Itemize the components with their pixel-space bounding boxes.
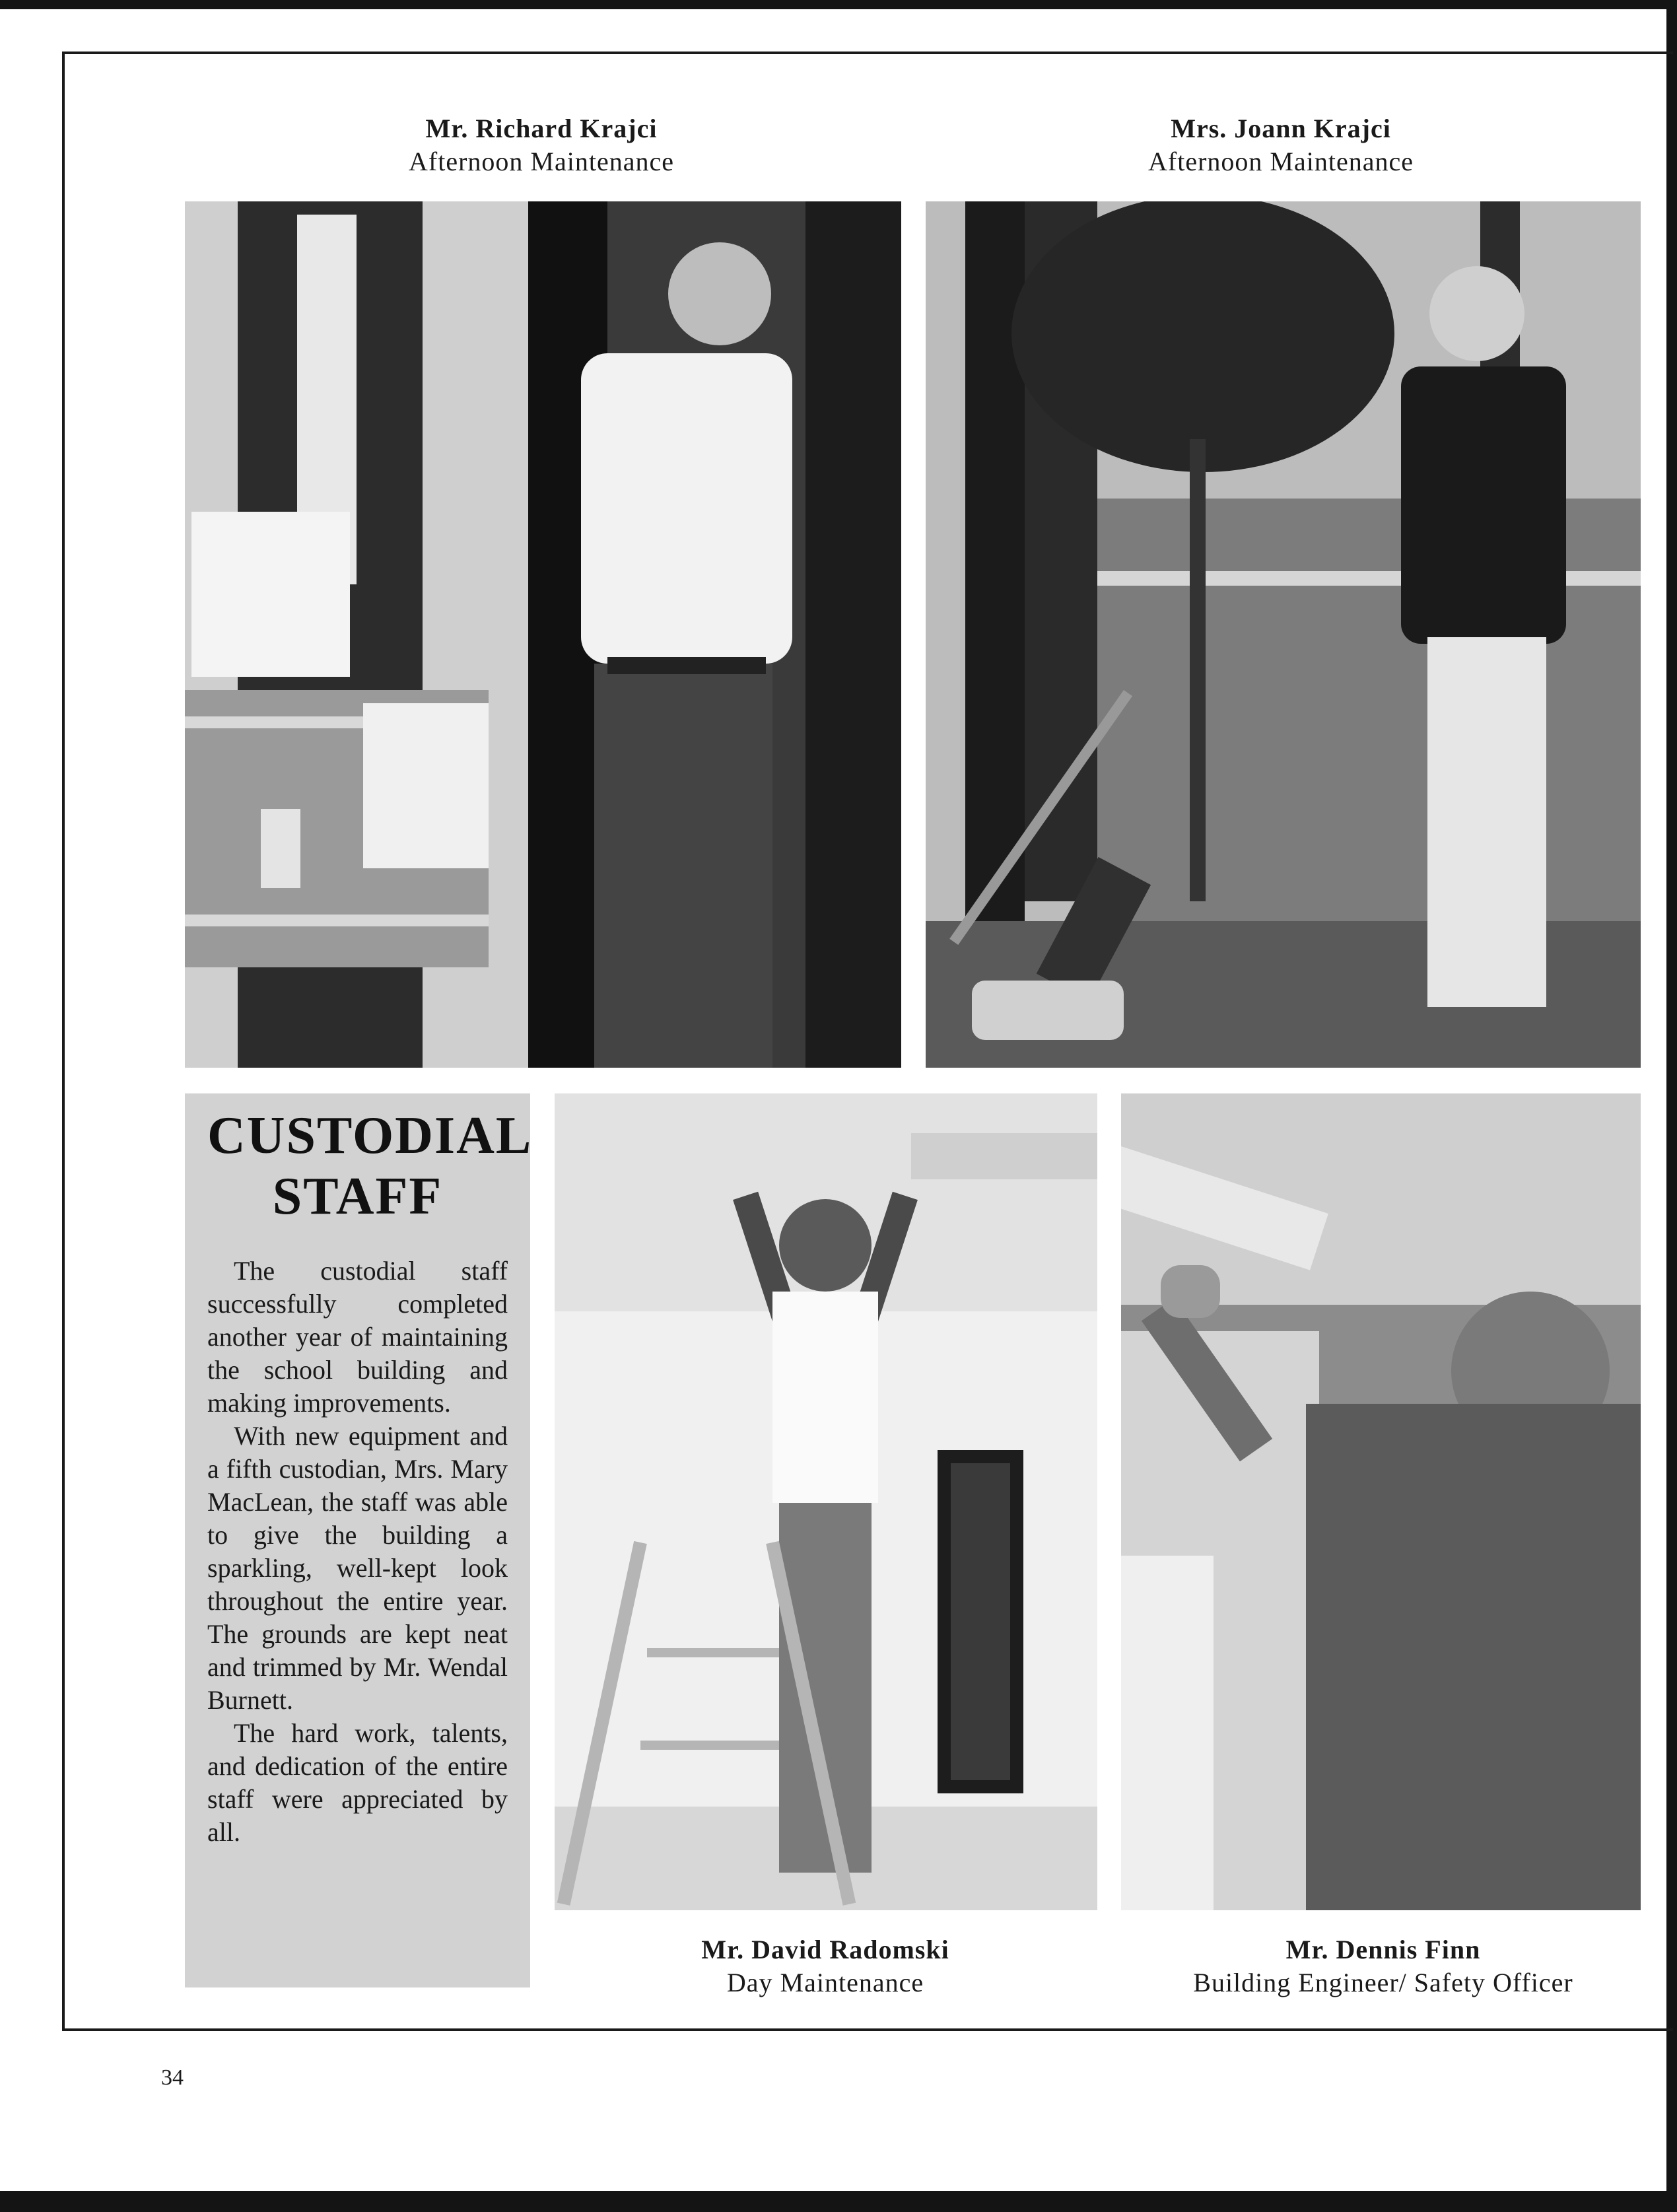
caption-richard-krajci xyxy=(343,112,739,178)
article-panel xyxy=(185,1093,533,1987)
person-name: Mr. David Radomski xyxy=(701,1935,949,1964)
photo-richard-krajci xyxy=(185,201,901,1068)
photo-joann-krajci xyxy=(926,201,1641,1068)
person-role: Day Maintenance xyxy=(726,1968,924,1997)
article-title-line-1: CUSTODIAL xyxy=(207,1107,533,1165)
scan-top-edge xyxy=(0,0,1677,9)
article-title xyxy=(207,1105,533,1227)
person-role: Afternoon Maintenance xyxy=(409,147,674,176)
person-role: Building Engineer/ Safety Officer xyxy=(1193,1968,1573,1997)
person-name: Mrs. Joann Krajci xyxy=(1171,114,1391,143)
article-paragraph: The custodial staff successfully completed another year of maintaining the school building and making improvements. xyxy=(207,1256,508,1418)
caption-david-radomski xyxy=(627,1933,1023,1999)
article-paragraph: The hard work, talents, and dedication of the entire staff were appreciated by all. xyxy=(207,1718,508,1847)
article-body xyxy=(207,1255,508,1849)
person-name: Mr. Richard Krajci xyxy=(425,114,658,143)
person-role: Afternoon Maintenance xyxy=(1148,147,1414,176)
scan-bottom-edge xyxy=(0,2191,1677,2212)
caption-dennis-finn xyxy=(1136,1933,1631,1999)
article-title-line-2: STAFF xyxy=(272,1167,443,1226)
caption-joann-krajci xyxy=(1083,112,1479,178)
person-name: Mr. Dennis Finn xyxy=(1285,1935,1481,1964)
article-paragraph: With new equipment and a fifth custodian, Mrs. Mary MacLean, the staff was able to give the building a sparkling, well-kept look throughout the entire year. The grounds are kept neat and trimmed by Mr. Wendal Burnett. xyxy=(207,1421,508,1715)
photo-david-radomski xyxy=(555,1093,1097,1910)
page-number: 34 xyxy=(161,2065,184,2090)
photo-dennis-finn xyxy=(1121,1093,1641,1910)
